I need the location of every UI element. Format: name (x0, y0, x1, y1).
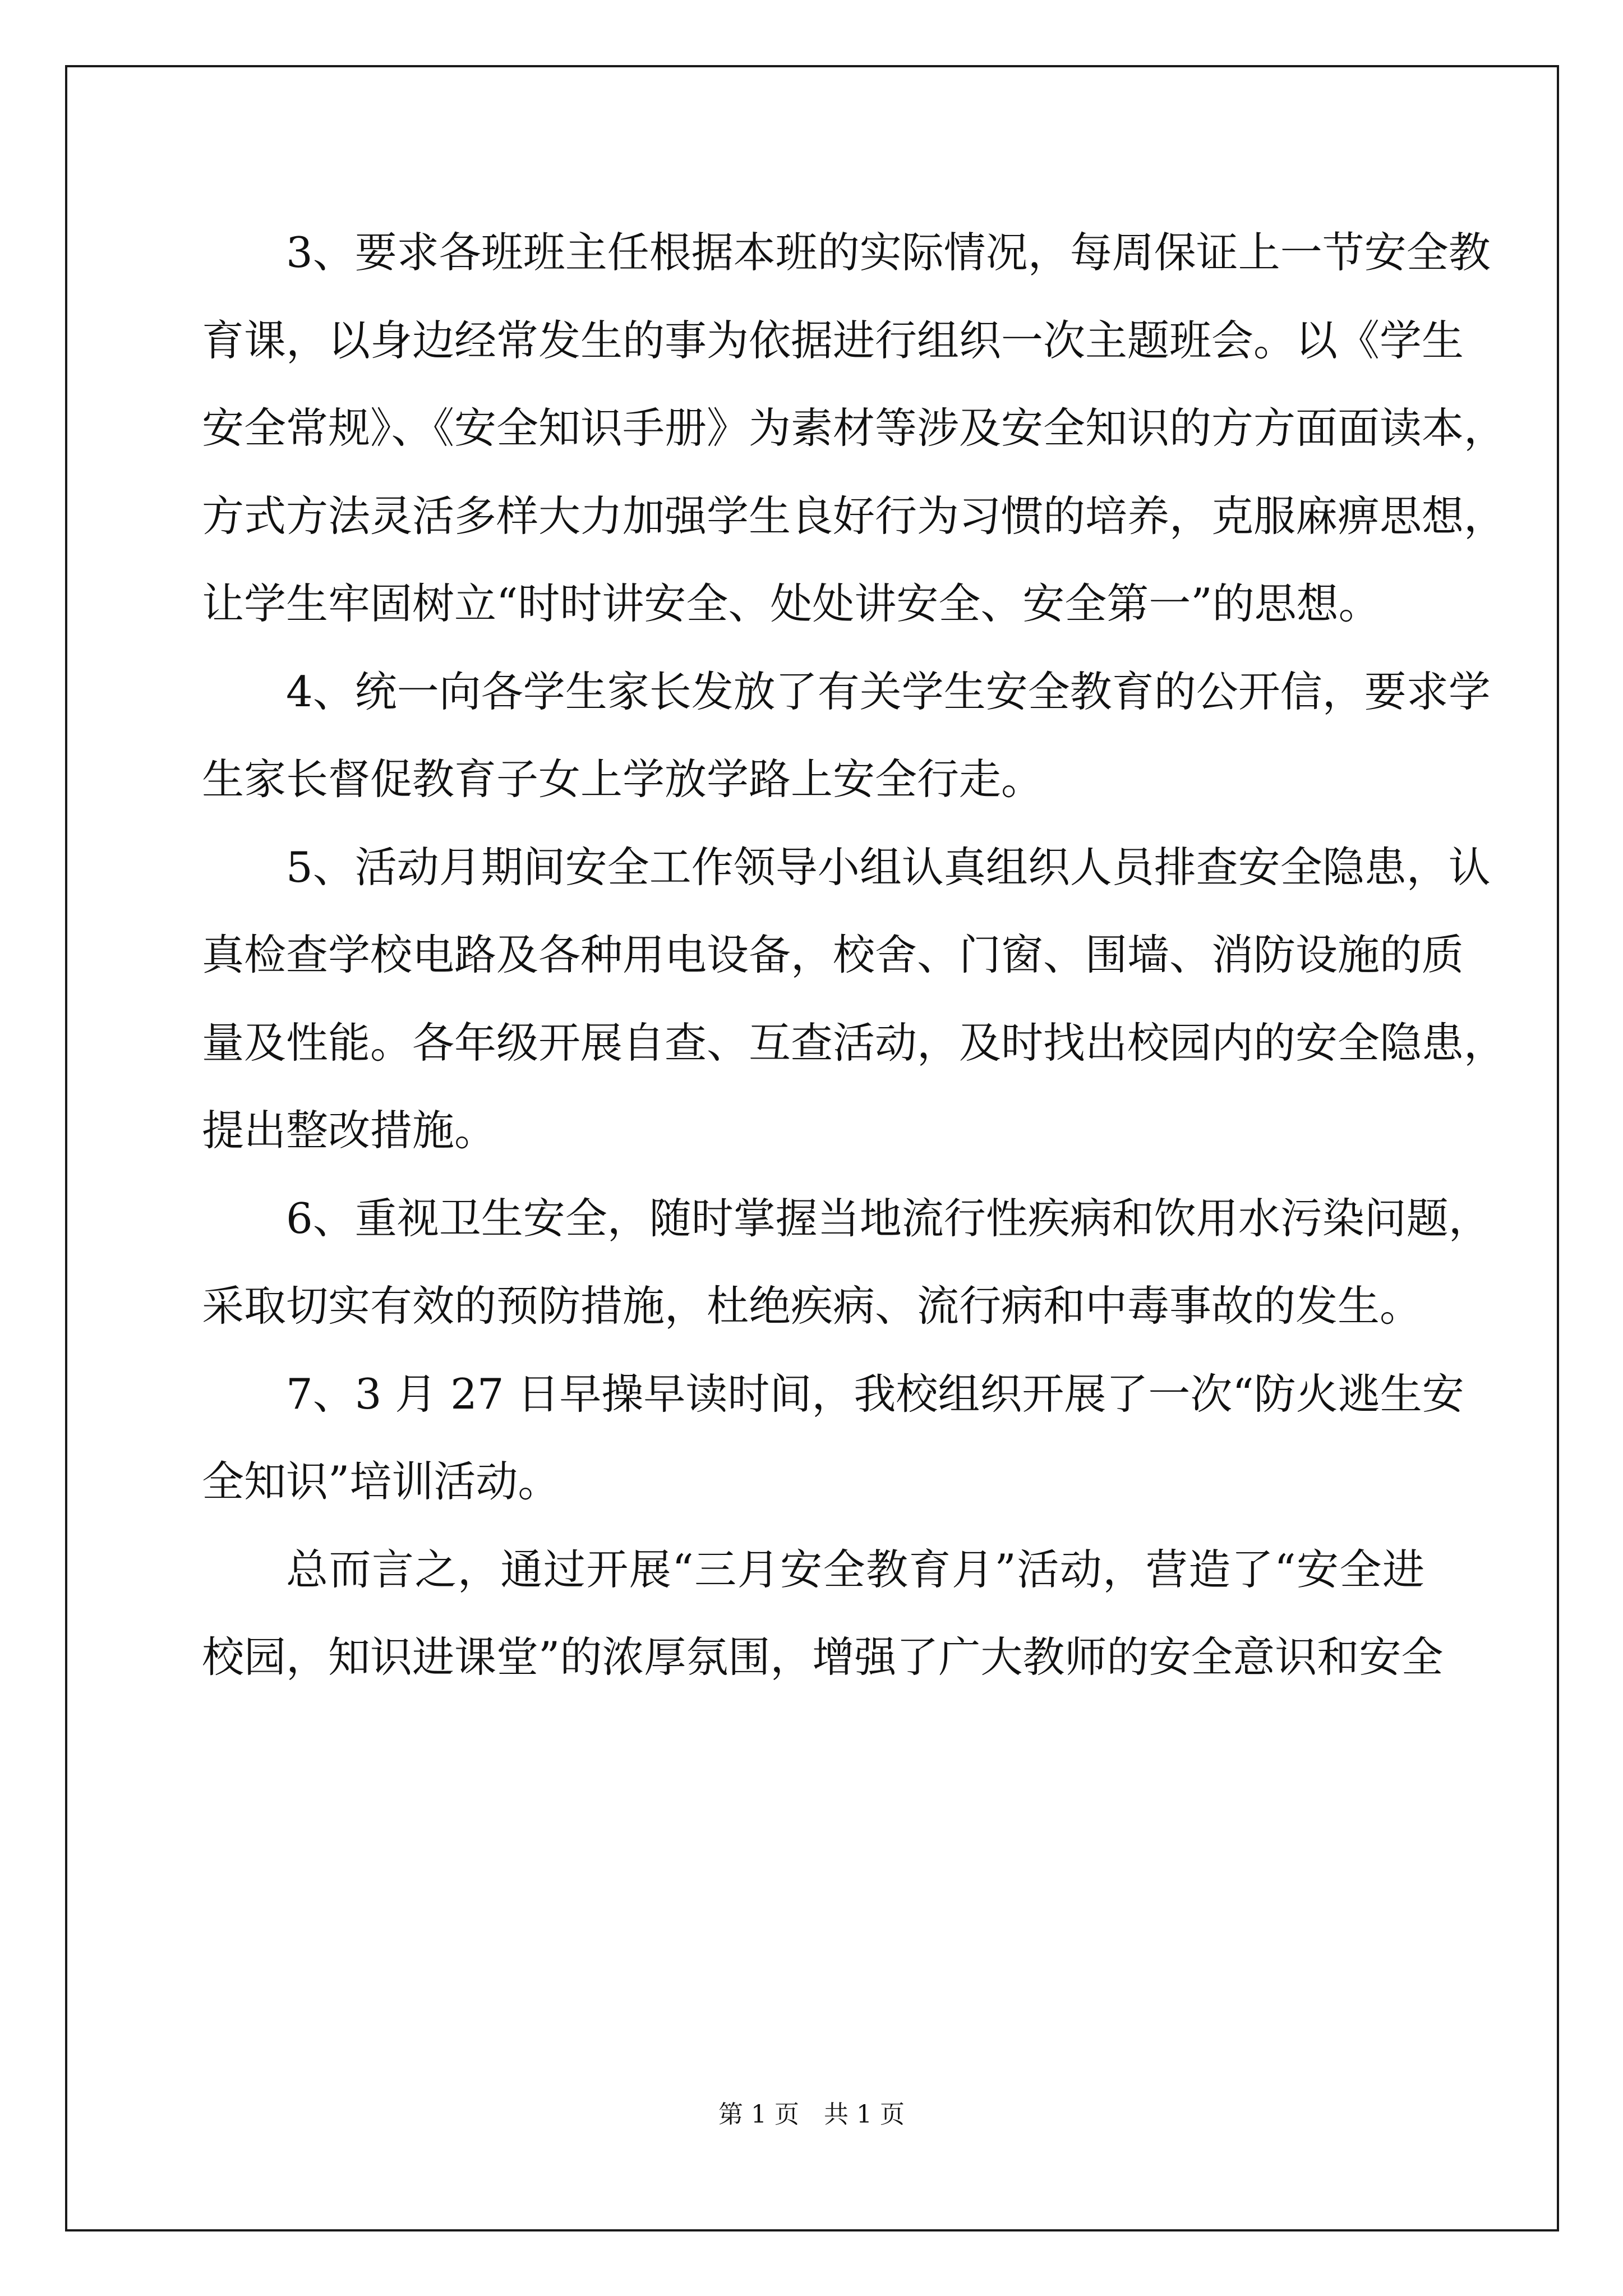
text-line: 提出整改措施。 (202, 1106, 497, 1155)
page-number: 第 1 页 共 1 页 (718, 2100, 905, 2129)
paragraph-item-5 (202, 823, 1506, 1175)
text-line: 量及性能。各年级开展自查、互查活动，及时找出校园内的安全隐患， (202, 1018, 1506, 1068)
paragraph-item-3 (202, 209, 1506, 648)
text-line: 安全常规》、《安全知识手册》为素材等涉及安全知识的方方面面读本， (202, 403, 1506, 453)
paragraph-item-6 (202, 1175, 1491, 1350)
text-line: 3、要求各班班主任根据本班的实际情况，每周保证上一节安全教 (286, 228, 1491, 277)
text-line: 方式方法灵活多样大力加强学生良好行为习惯的培养，克服麻痹思想， (202, 491, 1506, 541)
document-body (202, 209, 1506, 1701)
text-line: 让学生牢固树立“时时讲安全、处处讲安全、安全第一”的思想。 (202, 579, 1381, 628)
text-line: 总而言之，通过开展“三月安全教育月”活动，营造了“安全进 (286, 1544, 1424, 1594)
text-line: 5、活动月期间安全工作领导小组认真组织人员排查安全隐患，认 (286, 842, 1491, 892)
text-line: 采取切实有效的预防措施，杜绝疾病、流行病和中毒事故的发生。 (202, 1281, 1422, 1331)
text-line: 真检查学校电路及各种用电设备，校舍、门窗、围墙、消防设施的质 (202, 930, 1464, 979)
text-line: 4、统一向各学生家长发放了有关学生安全教育的公开信，要求学 (286, 666, 1491, 716)
text-line: 校园，知识进课堂”的浓厚氛围，增强了广大教师的安全意识和安全 (202, 1632, 1444, 1682)
paragraph-item-4 (202, 648, 1491, 823)
text-line: 生家长督促教育子女上学放学路上安全行走。 (202, 754, 1044, 804)
page-footer (0, 2098, 1623, 2132)
text-line: 7、3 月 27 日早操早读时间，我校组织开展了一次“防火逃生安 (286, 1369, 1464, 1419)
paragraph-item-7 (202, 1350, 1464, 1526)
paragraph-summary (202, 1526, 1444, 1701)
text-line: 全知识”培训活动。 (202, 1457, 560, 1506)
text-line: 育课，以身边经常发生的事为依据进行组织一次主题班会。以《学生 (202, 315, 1464, 365)
text-line: 6、重视卫生安全，随时掌握当地流行性疾病和饮用水污染问题， (286, 1193, 1491, 1243)
